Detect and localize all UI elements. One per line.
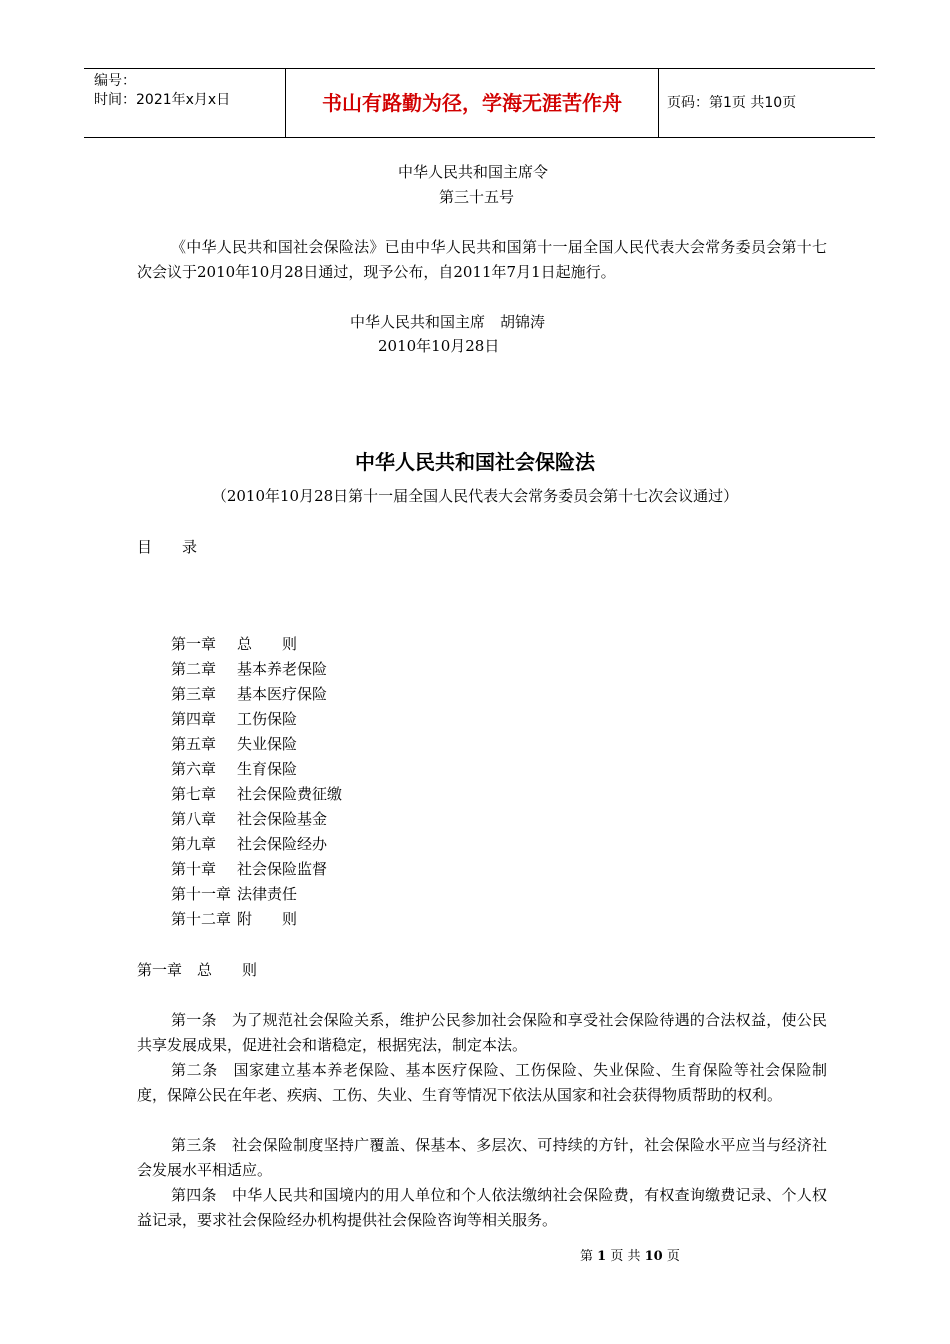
article-1: 第一条 为了规范社会保险关系，维护公民参加社会保险和享受社会保险待遇的合法权益，使公民共享发展成果，促进社会和谐稳定，根据宪法，制定本法。 (137, 1011, 827, 1054)
chapter-heading: 第一章 总 则 (137, 961, 258, 979)
toc-item-number: 第三章 (171, 685, 217, 703)
toc-item-title: 总 则 (237, 635, 298, 653)
toc-item-number: 第九章 (171, 835, 217, 853)
toc-item-number: 第八章 (171, 810, 217, 828)
toc-item-title: 基本养老保险 (237, 660, 328, 678)
law-title: 中华人民共和国社会保险法 (355, 450, 595, 474)
decree-issuer: 中华人民共和国主席令 (398, 163, 549, 181)
toc-item-title: 附 则 (237, 910, 298, 928)
toc-item (171, 759, 297, 779)
article-3: 第三条 社会保险制度坚持广覆盖、保基本、多层次、可持续的方针，社会保险水平应当与经济社会发展水平相适应。 (137, 1136, 827, 1179)
toc-item (171, 834, 327, 854)
header-page-info: 页码：第1页 共10页 (667, 95, 797, 111)
number-label: 编号： (94, 73, 136, 89)
toc-item-title: 社会保险监督 (237, 860, 328, 878)
header-motto: 书山有路勤为径，学海无涯苦作舟 (285, 69, 659, 137)
toc-item-title: 社会保险基金 (237, 810, 328, 828)
decree-body: 《中华人民共和国社会保险法》已由中华人民共和国第十一届全国人民代表大会常务委员会第十七次会议于2010年10月28日通过，现予公布，自2011年7月1日起施行。 (137, 238, 827, 281)
toc-item (171, 734, 297, 754)
toc-item (171, 709, 297, 729)
toc-item (171, 884, 297, 904)
page-footer (580, 1245, 680, 1264)
toc-item-number: 第六章 (171, 760, 217, 778)
toc-item (171, 659, 327, 679)
decree-date: 2010年10月28日 (378, 337, 500, 355)
header-meta (84, 69, 284, 137)
toc-item-number: 第七章 (171, 785, 217, 803)
toc-item-title: 社会保险经办 (237, 835, 328, 853)
article-4: 第四条 中华人民共和国境内的用人单位和个人依法缴纳社会保险费，有权查询缴费记录、个人权益记录，要求社会保险经办机构提供社会保险咨询等相关服务。 (137, 1186, 827, 1229)
toc-item-title: 工伤保险 (237, 710, 298, 728)
footer-middle: 页 共 (610, 1249, 641, 1264)
toc-item-number: 第十一章 (171, 885, 232, 903)
toc-item-number: 第四章 (171, 710, 217, 728)
footer-page: 1 (597, 1249, 607, 1264)
decree-signature: 中华人民共和国主席 胡锦涛 (350, 313, 546, 331)
document-header (84, 68, 875, 138)
toc-item-number: 第五章 (171, 735, 217, 753)
toc-item (171, 784, 342, 804)
toc-heading: 目 录 (137, 538, 198, 556)
toc-item (171, 684, 327, 704)
toc-item-number: 第十二章 (171, 910, 232, 928)
toc-item-number: 第二章 (171, 660, 217, 678)
article-2: 第二条 国家建立基本养老保险、基本医疗保险、工伤保险、失业保险、生育保险等社会保险制度，保障公民在年老、疾病、工伤、失业、生育等情况下依法从国家和社会获得物质帮助的权利。 (137, 1061, 827, 1104)
toc-item (171, 909, 297, 929)
toc-item (171, 634, 297, 654)
decree-number: 第三十五号 (439, 188, 515, 206)
law-subtitle: （2010年10月28日第十一届全国人民代表大会常务委员会第十七次会议通过） (211, 487, 739, 505)
footer-total: 10 (644, 1249, 663, 1264)
toc-item (171, 809, 327, 829)
toc-item-title: 法律责任 (237, 885, 298, 903)
toc-item-title: 生育保险 (237, 760, 298, 778)
toc-item-title: 基本医疗保险 (237, 685, 328, 703)
time-label: 时间：2021年x月x日 (94, 92, 231, 108)
toc-item-title: 社会保险费征缴 (237, 785, 343, 803)
toc-item-number: 第一章 (171, 635, 217, 653)
footer-prefix: 第 (580, 1249, 594, 1264)
toc-item-title: 失业保险 (237, 735, 298, 753)
toc-item (171, 859, 327, 879)
toc-item-number: 第十章 (171, 860, 217, 878)
footer-suffix: 页 (666, 1249, 680, 1264)
